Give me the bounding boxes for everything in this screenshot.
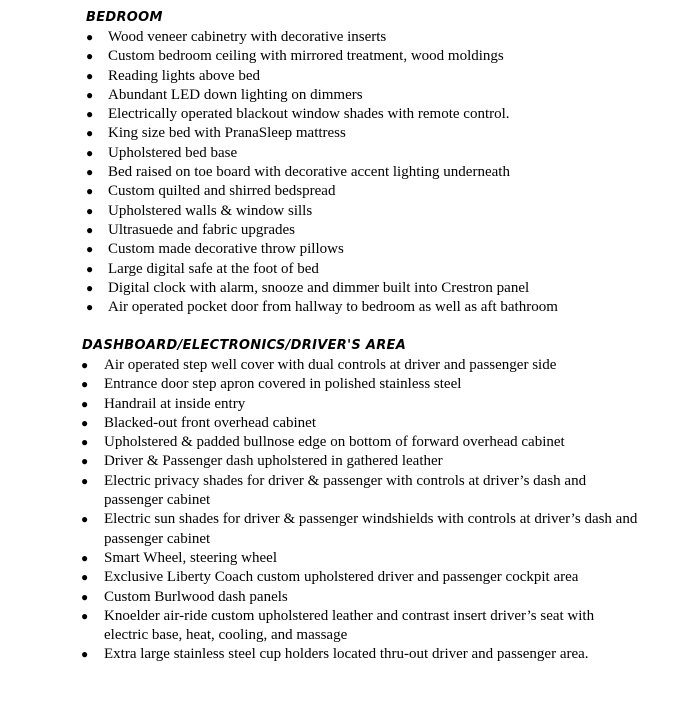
bullet-icon: ●: [81, 454, 89, 469]
bullet-icon: ●: [86, 184, 94, 199]
list-item: [0, 279, 700, 298]
list-item-text: Ultrasuede and fabric upgrades: [108, 221, 296, 238]
list-item: [0, 202, 700, 221]
bullet-icon: ●: [86, 87, 94, 102]
list-item-text: Digital clock with alarm, snooze and dimmer built into Crestron panel: [108, 279, 530, 296]
list-item-text: Wood veneer cabinetry with decorative inserts: [108, 29, 387, 45]
list-item-text: Electric sun shades for driver & passenger windshields with controls at driver’s dash and passenger cabinet: [104, 511, 638, 547]
bedroom-section: [0, 8, 700, 317]
list-item: [0, 395, 700, 414]
list-item: [0, 124, 700, 143]
bullet-icon: ●: [86, 145, 94, 160]
bedroom-heading: BEDROOM: [86, 10, 163, 25]
list-item: [0, 28, 700, 47]
list-item: [0, 298, 700, 317]
list-item: [0, 144, 700, 163]
list-item-text: Custom quilted and shirred bedspread: [108, 183, 336, 200]
list-item: [0, 433, 700, 452]
bullet-icon: ●: [81, 608, 89, 623]
list-item: [0, 163, 700, 182]
bullet-icon: ●: [81, 570, 89, 585]
list-item: [0, 375, 700, 394]
list-item-text: Upholstered & padded bullnose edge on bottom of forward overhead cabinet: [104, 434, 565, 451]
bullet-icon: ●: [86, 242, 94, 257]
dashboard-list: [0, 356, 700, 665]
list-item: [0, 645, 700, 664]
list-item-text: Air operated pocket door from hallway to bedroom as well as aft bathroom: [108, 299, 558, 316]
list-item-text: Knoelder air-ride custom upholstered leather and contrast insert driver’s seat with electric base, heat, cooling, and massage: [104, 607, 595, 644]
bullet-icon: ●: [81, 647, 89, 662]
list-item: [0, 105, 700, 124]
list-item: [0, 240, 700, 259]
list-item: [0, 182, 700, 201]
list-item: [0, 414, 700, 433]
list-item-text: Driver & Passenger dash upholstered in gathered leather: [104, 453, 443, 470]
bullet-icon: ●: [86, 300, 94, 315]
list-item-text: Upholstered bed base: [108, 144, 238, 161]
bullet-icon: ●: [86, 165, 94, 180]
list-item: [0, 67, 700, 86]
list-item: [0, 221, 700, 240]
list-item-text: Electric privacy shades for driver & passenger with controls at driver’s dash and passenger cabinet: [104, 472, 587, 509]
bullet-icon: ●: [81, 473, 89, 488]
list-item-text: Reading lights above bed: [108, 67, 261, 84]
bullet-icon: ●: [86, 49, 94, 64]
bullet-icon: ●: [81, 589, 89, 604]
list-item-text: Large digital safe at the foot of bed: [108, 260, 319, 277]
list-item-text: Extra large stainless steel cup holders located thru-out driver and passenger area.: [104, 646, 589, 663]
list-item: [0, 568, 700, 587]
list-item: [0, 588, 700, 607]
list-item: [0, 510, 700, 549]
bullet-icon: ●: [81, 377, 89, 392]
list-item: [0, 472, 700, 511]
list-item-text: Custom made decorative throw pillows: [108, 241, 344, 258]
bullet-icon: ●: [81, 512, 89, 527]
list-item-text: Custom bedroom ceiling with mirrored treatment, wood moldings: [108, 48, 504, 65]
list-item-text: Electrically operated blackout window shades with remote control.: [108, 106, 510, 123]
bedroom-list: [0, 28, 700, 317]
list-item-text: Abundant LED down lighting on dimmers: [108, 86, 363, 103]
list-item-text: Exclusive Liberty Coach custom upholstered driver and passenger cockpit area: [104, 569, 579, 586]
bullet-icon: ●: [81, 435, 89, 450]
bullet-icon: ●: [86, 203, 94, 218]
dashboard-section: [0, 336, 700, 665]
list-item-text: Handrail at inside entry: [104, 395, 246, 412]
bullet-icon: ●: [86, 107, 94, 122]
bullet-icon: ●: [86, 261, 94, 276]
list-item: [0, 47, 700, 66]
list-item-text: Entrance door step apron covered in polished stainless steel: [104, 376, 462, 393]
list-item: [0, 86, 700, 105]
list-item-text: Blacked-out front overhead cabinet: [104, 414, 316, 431]
list-item: [0, 260, 700, 279]
list-item-text: Upholstered walls & window sills: [108, 202, 313, 219]
bullet-icon: ●: [81, 550, 89, 565]
list-item-text: Bed raised on toe board with decorative accent lighting underneath: [108, 164, 510, 181]
bullet-icon: ●: [81, 358, 89, 372]
list-item-text: Custom Burlwood dash panels: [104, 588, 288, 605]
dashboard-heading: DASHBOARD/ELECTRONICS/DRIVER'S AREA: [82, 338, 407, 353]
bullet-icon: ●: [81, 415, 89, 430]
list-item: [0, 549, 700, 568]
bullet-icon: ●: [86, 126, 94, 141]
bullet-icon: ●: [81, 396, 89, 411]
list-item-text: Air operated step well cover with dual controls at driver and passenger side: [104, 357, 557, 373]
list-item-text: King size bed with PranaSleep mattress: [108, 125, 346, 142]
bullet-icon: ●: [86, 222, 94, 237]
list-item: [0, 452, 700, 471]
bullet-icon: ●: [86, 30, 94, 44]
list-item: [0, 356, 700, 375]
list-item-text: Smart Wheel, steering wheel: [104, 549, 277, 566]
bullet-icon: ●: [86, 280, 94, 295]
list-item: [0, 607, 700, 646]
bullet-icon: ●: [86, 68, 94, 83]
